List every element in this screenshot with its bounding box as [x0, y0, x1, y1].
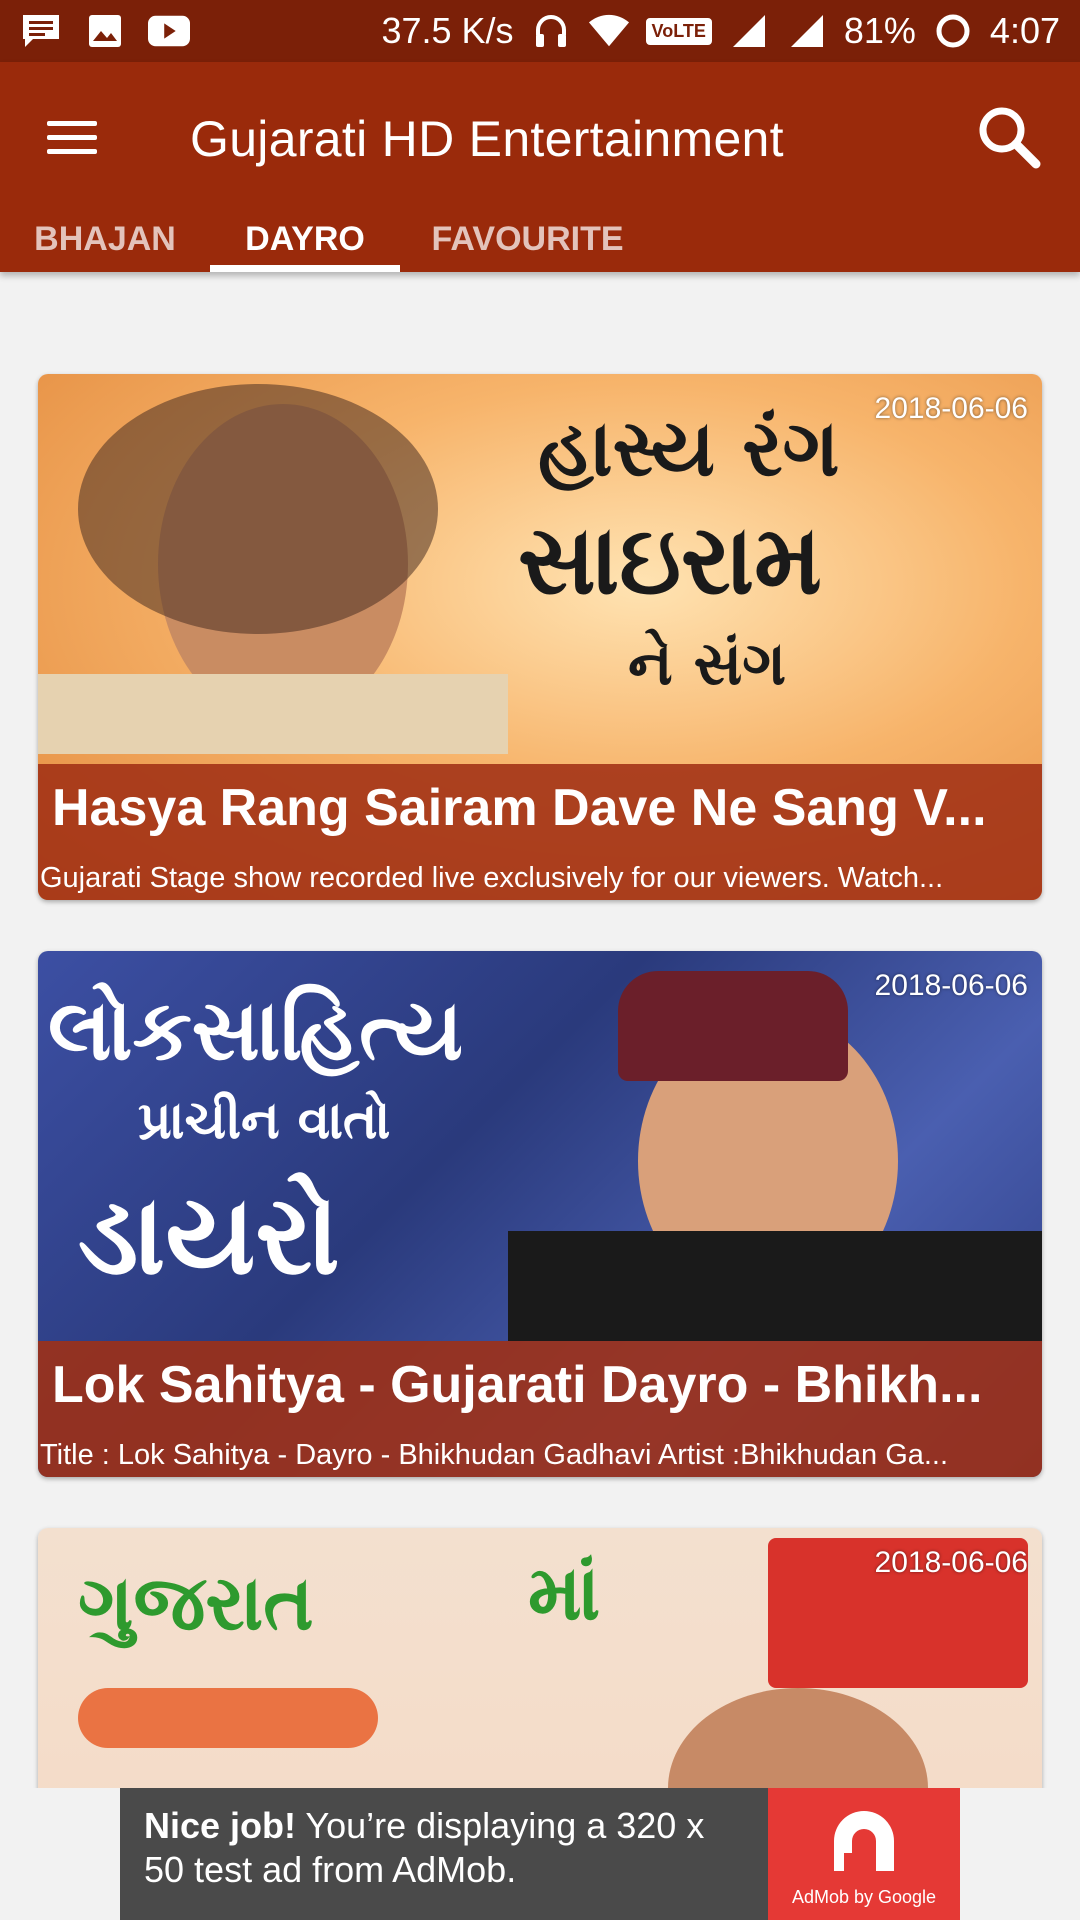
video-description: Gujarati Stage show recorded live exclusively for our viewers. Watch... — [40, 862, 944, 894]
tab-dayro[interactable]: DAYRO — [210, 212, 400, 272]
search-icon — [974, 102, 1044, 172]
video-title: Hasya Rang Sairam Dave Ne Sang V... — [52, 779, 987, 837]
admob-icon — [824, 1801, 904, 1881]
message-icon — [20, 13, 62, 49]
thumbnail-cap — [618, 971, 848, 1081]
thumbnail-graphic — [78, 1688, 378, 1748]
youtube-icon — [148, 13, 190, 49]
app-title: Gujarati HD Entertainment — [190, 111, 784, 167]
ad-banner[interactable] — [120, 1788, 960, 1920]
thumbnail-text-2: પ્રાચીન વાતો — [138, 1091, 391, 1151]
clock: 4:07 — [989, 10, 1060, 51]
video-list[interactable] — [0, 272, 1080, 1788]
image-icon — [84, 13, 126, 49]
ad-bold-text: Nice job! — [144, 1805, 297, 1846]
thumbnail-hair — [78, 384, 438, 634]
thumbnail-text-2: માં — [528, 1548, 601, 1637]
video-date: 2018-06-06 — [874, 392, 1028, 425]
hamburger-line — [47, 135, 97, 140]
ad-body-text: You’re displaying a 320 x 50 test ad from AdMob. — [144, 1805, 705, 1890]
thumbnail-text-1: હાસ્ય રંગ — [538, 404, 840, 494]
thumbnail-text-2: સાઇરામ — [518, 504, 822, 616]
hamburger-icon — [47, 121, 97, 126]
ad-text — [120, 1788, 768, 1920]
volte-badge: VoLTE — [646, 18, 712, 45]
tab-bar — [0, 212, 655, 272]
video-card[interactable] — [38, 1528, 1042, 1788]
admob-caption: AdMob by Google — [791, 1886, 937, 1907]
video-caption — [38, 764, 1042, 900]
video-date: 2018-06-06 — [874, 969, 1028, 1002]
headphones-icon — [530, 13, 572, 49]
thumbnail-clothing — [38, 674, 508, 754]
thumbnail-text-1: ગુજરાત — [78, 1558, 314, 1647]
signal-icon-2 — [786, 13, 828, 49]
tab-bhajan[interactable]: BHAJAN — [34, 220, 176, 258]
video-card[interactable] — [38, 951, 1042, 1477]
tab-favourite[interactable]: FAVOURITE — [431, 220, 624, 258]
signal-icon — [728, 13, 770, 49]
search-button[interactable] — [974, 102, 1044, 172]
thumbnail-text-1: લોકસાહિત્ય — [48, 981, 464, 1079]
app-bar — [0, 62, 1080, 272]
hamburger-line — [47, 149, 97, 154]
video-date: 2018-06-06 — [874, 1546, 1028, 1579]
wifi-icon — [588, 13, 630, 49]
battery-percent: 81% — [843, 10, 916, 51]
admob-logo — [768, 1788, 960, 1920]
thumbnail-clothing — [508, 1231, 1042, 1341]
thumbnail-person — [668, 1688, 928, 1788]
thumbnail-text-3: ડાયરો — [78, 1171, 340, 1299]
video-description: Title : Lok Sahitya - Dayro - Bhikhudan Gadhavi Artist :Bhikhudan Ga... — [40, 1439, 949, 1471]
status-bar — [0, 0, 1080, 62]
video-caption — [38, 1341, 1042, 1477]
menu-button[interactable] — [40, 109, 104, 165]
video-title: Lok Sahitya - Gujarati Dayro - Bhikh... — [52, 1356, 983, 1414]
video-card[interactable] — [38, 374, 1042, 900]
battery-ring-icon — [932, 13, 974, 49]
thumbnail-text-3: ને સંગ — [628, 629, 786, 699]
network-speed: 37.5 K/s — [381, 10, 514, 51]
